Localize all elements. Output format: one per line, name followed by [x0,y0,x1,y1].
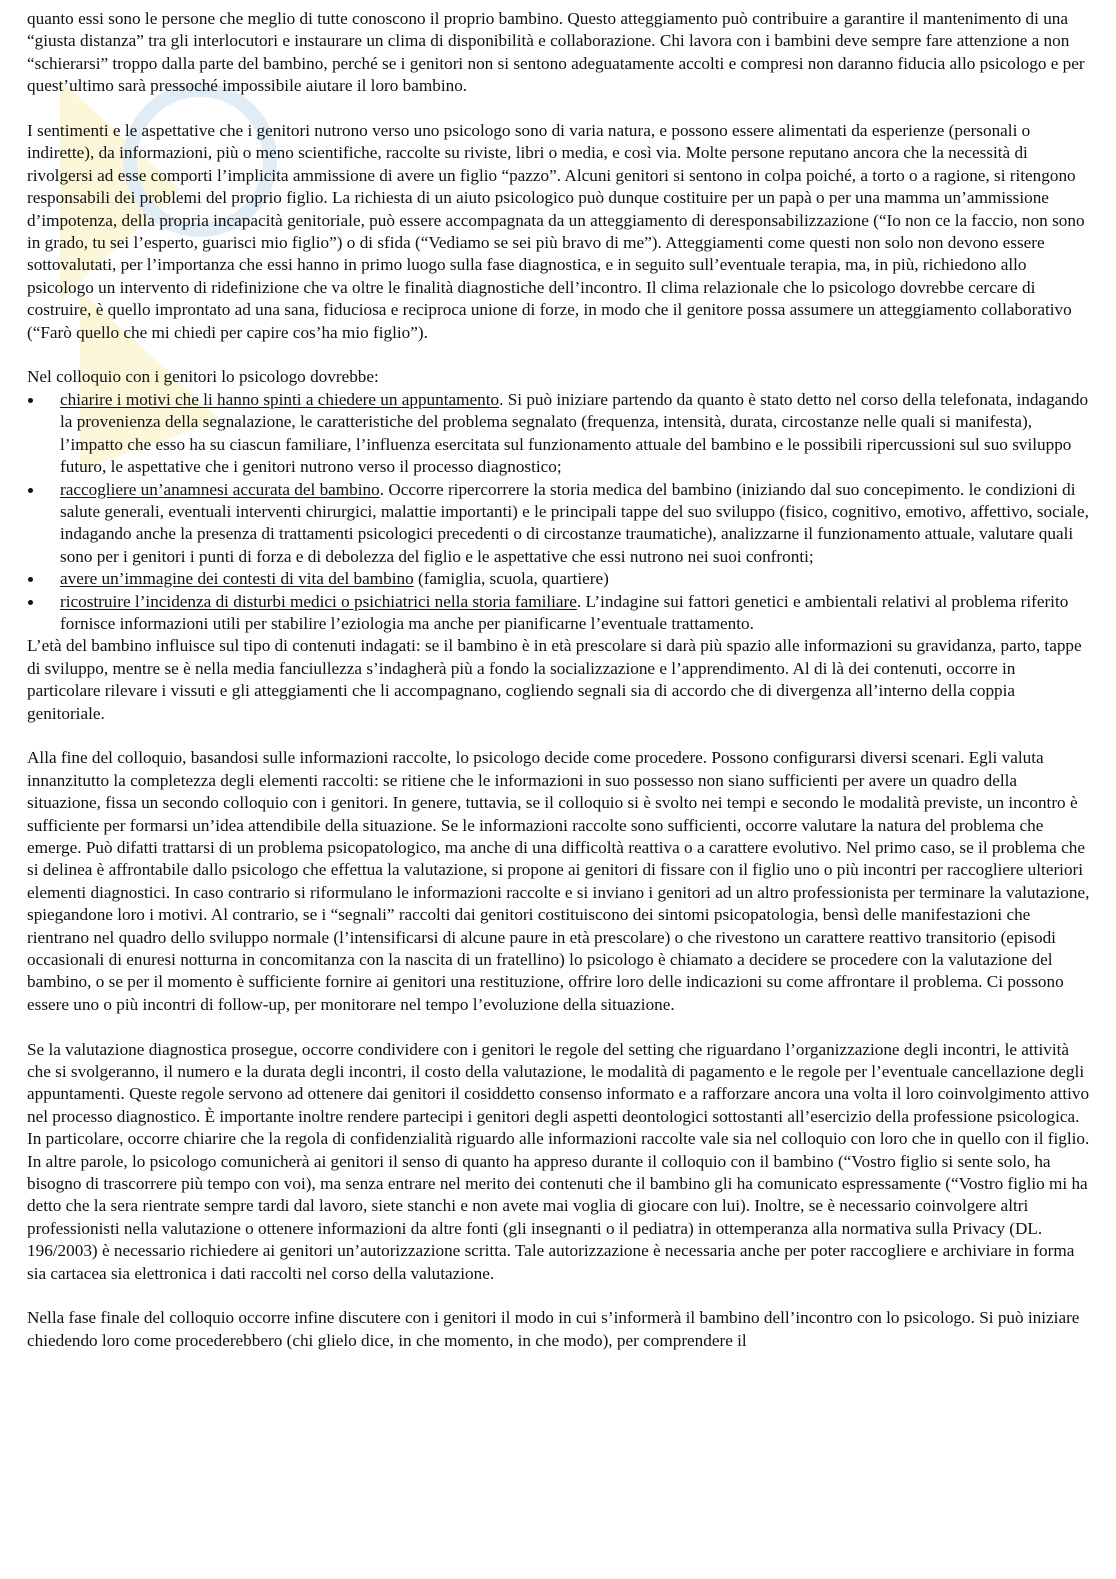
list-item [27,479,1091,569]
list-item-text: (famiglia, scuola, quartiere) [413,569,609,589]
paragraph-end-of-interview: Alla fine del colloquio, basandosi sulle informazioni raccolte, lo psicologo decide come procedere. Possono configurarsi diversi scenari. Egli valuta innanzitutto la completezza degli elementi raccolti: se ritiene che le informazioni in suo possesso non siano sufficienti per avere un quadro della situazione, fissa un secondo colloquio con i genitori. In genere, tuttavia, se il colloquio si è svolto nei tempi e secondo le modalità previste, un incontro è sufficiente per formarsi un’idea attendibile della situazione. Se le informazioni raccolte sono sufficienti, occorre valutare la natura del problema che emerge. Può difatti trattarsi di un problema psicopatologico, ma anche di una difficoltà reattiva o a carattere evolutivo. Nel primo caso, se il problema che si delinea è affrontabile dallo psicologo che effettua la valutazione, si propone ai genitori di fissare con il figlio uno o più incontri per raccogliere ulteriori elementi diagnostici. In caso contrario si riformulano le informazioni raccolte e si inviano i genitori ad un altro professionista per terminare la valutazione, spiegandone loro i motivi. Al contrario, se i “segnali” raccolti dai genitori costituiscono dei sintomi psicopatologia, bensì delle manifestazioni che rientrano nel quadro dello sviluppo normale (l’intensificarsi di alcune paure in età prescolare) o che rivestono un carattere reattivo transitorio (episodi occasionali di enuresi notturna in concomitanza con la nascita di un fratellino) lo psicologo è chiamato a decidere se procedere con la valutazione del bambino, o se per il momento è sufficiente fornire ai genitori una restituzione, offrire loro delle indicazioni su come affrontare il problema. Ci possono essere uno o più incontri di follow-up, per monitorare nel tempo l’evoluzione della situazione. [27,748,1090,1014]
bullet-dot-icon [28,398,33,403]
bullet-list [27,389,1091,635]
list-item-heading: ricostruire l’incidenza di disturbi medici o psichiatrici nella storia familiare [60,591,577,611]
list-item-text: . Si può iniziare partendo da quanto è stato detto nel corso della telefonata, indagando la provenienza della segnalazione, le caratteristiche del problema segnalato (frequenza, intensità, durata, circostanze nelle quali si manifesta), l’impatto che esso ha su ciascun familiare, l’influenza esercitata sul funzionamento attuale del bambino e le possibili ripercussioni sul suo sviluppo futuro, le aspettative che i genitori nutrono verso il processo diagnostico; [60,389,1089,477]
list-item-heading: raccogliere un’anamnesi accurata del bambino [60,479,380,499]
paragraph-sentiments: I sentimenti e le aspettative che i genitori nutrono verso uno psicologo sono di varia natura, e possono essere alimentati da esperienze (personali o indirette), da informazioni, più o meno scientifiche, raccolte su riviste, libri o media, e così via. Molte persone reputano ancora che la necessità di rivolgersi ad esse comporti l’implicita ammissione di avere un figlio “pazzo”. Alcuni genitori si sentono in colpa poiché, a torto o a ragione, si ritengono responsabili dei problemi del proprio figlio. La richiesta di un aiuto psicologico può dunque costituire per un papà o per una mamma un’ammissione d’impotenza, della propria incapacità genitoriale, può essere accompagnata da un atteggiamento di deresponsabilizzazione (“Io non ce la faccio, non sono in grado, tu sei l’esperto, guarisci mio figlio”) o di sfida (“Vediamo se sei più bravo di me”). Atteggiamenti come questi non solo non devono essere sottovalutati, per l’importanza che essi hanno in primo luogo sulla fase diagnostica, e in seguito sull’eventuale terapia, ma, in più, richiedono allo psicologo un intervento di ridefinizione che va oltre le finalità diagnostiche dell’incontro. Il clima relazionale che lo psicologo dovrebbe cercare di costruire, è quello improntato ad una sana, fiduciosa e reciproca unione di forze, in modo che il genitore possa assumere un atteggiamento collaborativo (“Farò quello che mi chiedi per capire cos’ha mio figlio”). [27,121,1085,342]
paragraph-age: L’età del bambino influisce sul tipo di contenuti indagati: se il bambino è in età prescolare si darà più spazio alle informazioni su gravidanza, parto, tappe di sviluppo, mentre se è nella media fanciullezza s’indagherà più a fondo la socializzazione e l’apprendimento. Al di là dei contenuti, occorre in particolare rilevare i vissuti e gli atteggiamenti che li accompagnano, cogliendo segnali sia di accordo che di divergenza all’interno della coppia genitoriale. [27,636,1082,723]
list-item [27,568,1091,590]
bullet-dot-icon [28,577,33,582]
paragraph-final-phase: Nella fase finale del colloquio occorre infine discutere con i genitori il modo in cui s’informerà il bambino dell’incontro con lo psicologo. Si può iniziare chiedendo loro come procederebbero (chi glielo dice, in che momento, in che modo), per comprendere il [27,1308,1080,1350]
list-item [27,389,1091,479]
bullet-dot-icon [28,600,33,605]
list-intro: Nel colloquio con i genitori lo psicologo dovrebbe: [27,367,379,387]
document-body [27,8,1091,1352]
list-item-heading: avere un’immagine dei contesti di vita del bambino [60,569,414,589]
list-item-text: . L’indagine sui fattori genetici e ambientali relativi al problema riferito fornisce informazioni utili per stabilire l’eziologia ma anche per pianificarne l’eventuale trattamento. [60,591,1069,633]
bullet-dot-icon [28,488,33,493]
paragraph-setting-rules: Se la valutazione diagnostica prosegue, occorre condividere con i genitori le regole del setting che riguardano l’organizzazione degli incontri, le attività che si svolgeranno, il numero e la durata degli incontri, il costo della valutazione, le modalità di pagamento e le regole per l’eventuale cancellazione degli appuntamenti. Queste regole servono ad ottenere dai genitori il cosiddetto consenso informato e a rafforzare ancora una volta il loro coinvolgimento attivo nel processo diagnostico. È importante inoltre rendere partecipi i genitori degli aspetti deontologici sottostanti all’esercizio della professione psicologica. In particolare, occorre chiarire che la regola di confidenzialità riguardo alle informazioni raccolte vale sia nel colloquio con loro che in quello con il figlio. In altre parole, lo psicologo comunicherà ai genitori il senso di quanto ha appreso durante il colloquio con il bambino (“Vostro figlio si sente solo, ha bisogno di trascorrere più tempo con voi), ma senza entrare nel merito dei contenuti che il bambino gli ha comunicato espressamente (“Vostro figlio mi ha detto che la sera rientrate sempre tardi dal lavoro, siete stanchi e non avete mai voglia di giocare con lui). Inoltre, se è necessario coinvolgere altri professionisti nella valutazione o ottenere informazioni da altre fonti (gli insegnanti o il pediatra) in ottemperanza alla normativa sulla Privacy (DL. 196/2003) è necessario richiedere ai genitori un’autorizzazione scritta. Tale autorizzazione è necessaria anche per poter raccogliere e archiviare in forma sia cartacea sia elettronica i dati raccolti nel corso della valutazione. [27,1039,1090,1283]
list-item [27,591,1091,636]
paragraph-gap [27,344,1091,366]
list-item-text: . Occorre ripercorrere la storia medica del bambino (iniziando dal suo concepimento. le condizioni di salute generali, eventuali interventi chirurgici, malattie importanti) e le principali tappe del suo sviluppo (fisico, cognitivo, emotivo, affettivo, sociale, indagando anche la presenza di trattamenti psicologici precedenti o di circostanze traumatiche), analizzarne il funzionamento attuale, valutare quali sono per i genitori i punti di forza e di debolezza del figlio e le aspettative che essi nutrono nei suoi confronti; [60,479,1089,566]
paragraph-intro: quanto essi sono le persone che meglio di tutte conoscono il proprio bambino. Questo atteggiamento può contribuire a garantire il mantenimento di una “giusta distanza” tra gli interlocutori e instaurare un clima di disponibilità e collaborazione. Chi lavora con i bambini deve sempre fare attenzione a non “schierarsi” troppo dalla parte del bambino, perché se i genitori non si sentono adeguatamente accolti e compresi non daranno fiducia allo psicologo e per quest’ultimo sarà pressoché impossibile aiutare il loro bambino. [27,9,1085,96]
paragraph-gap [27,725,1091,747]
paragraph-gap [27,98,1091,120]
list-item-heading: chiarire i motivi che li hanno spinti a chiedere un appuntamento [60,389,500,409]
paragraph-gap [27,1285,1091,1307]
paragraph-gap [27,1016,1091,1038]
